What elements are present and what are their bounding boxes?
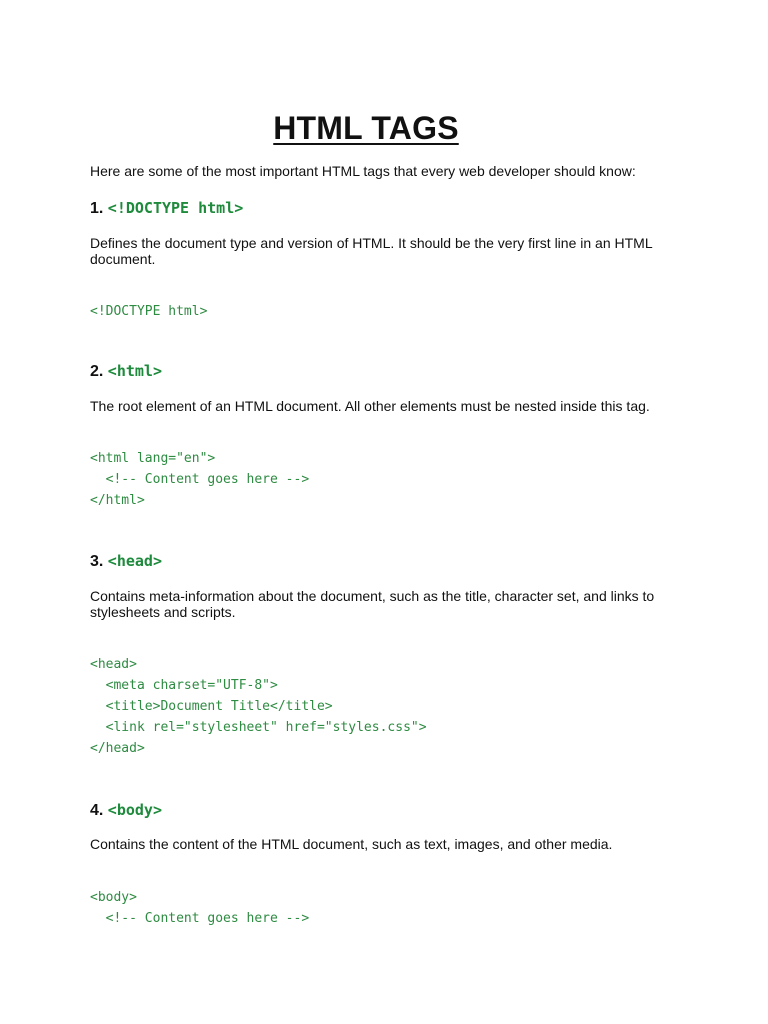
- section-number: 4.: [90, 802, 104, 819]
- section-number: 1.: [90, 200, 104, 217]
- section-number: 3.: [90, 553, 104, 570]
- section-description: The root element of an HTML document. All other elements must be nested inside this tag.: [90, 398, 650, 414]
- section-tag: <body>: [107, 801, 162, 819]
- section-heading-html: [90, 361, 162, 382]
- section-description: Defines the document type and version of HTML. It should be the very first line in an HTML document.: [90, 235, 653, 267]
- intro-text: Here are some of the most important HTML tags that every web developer should know:: [90, 163, 636, 179]
- code-block-body: <body> <!-- Content goes here -->: [90, 890, 310, 926]
- section-heading-doctype: [90, 198, 243, 219]
- section-tag: <!DOCTYPE html>: [107, 199, 244, 217]
- page-title: HTML TAGS: [273, 110, 459, 146]
- section-tag: <html>: [107, 362, 162, 380]
- section-heading-head: [90, 551, 162, 572]
- code-block-head: <head> <meta charset="UTF-8"> <title>Document Title</title> <link rel="stylesheet" href="styles.css"> </head>: [90, 657, 427, 756]
- section-heading-body: [90, 800, 162, 821]
- section-description: Contains meta-information about the document, such as the title, character set, and links to stylesheets and scripts.: [90, 588, 655, 620]
- section-tag: <head>: [107, 552, 162, 570]
- section-description: Contains the content of the HTML document, such as text, images, and other media.: [90, 836, 613, 852]
- section-number: 2.: [90, 363, 104, 380]
- code-block-html: <html lang="en"> <!-- Content goes here --> </html>: [90, 451, 310, 508]
- code-block-doctype: <!DOCTYPE html>: [90, 304, 208, 319]
